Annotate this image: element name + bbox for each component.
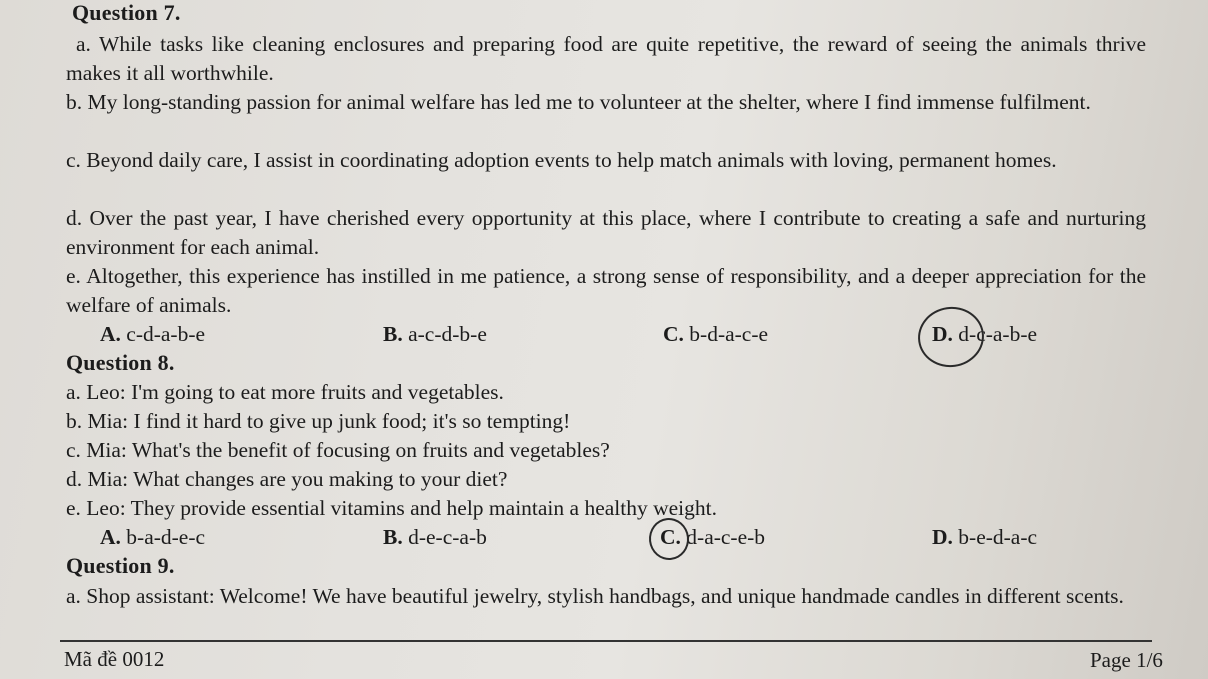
option-letter: A. <box>100 322 121 346</box>
question-7-item-d: d. Over the past year, I have cherished every opportunity at this place, where I contribute to creating a safe and nurturing environment for each animal. <box>66 206 1146 259</box>
option-letter: A. <box>100 525 121 549</box>
option-text: a-c-d-b-e <box>402 322 487 346</box>
exam-code: Mã đề 0012 <box>64 647 165 671</box>
question-8-line-e: e. Leo: They provide essential vitamins and help maintain a healthy weight. <box>66 496 717 520</box>
question-9-item-a: a. Shop assistant: Welcome! We have beautiful jewelry, stylish handbags, and unique handmade candles in different scents. <box>66 584 1124 608</box>
option-text: d-c-a-b-e <box>952 322 1038 346</box>
question-7-item-a: a. While tasks like cleaning enclosures and preparing food are quite repetitive, the reward of seeing the animals thrive makes it all worthwhile. <box>66 32 1146 85</box>
question-7-option-c[interactable] <box>663 320 768 349</box>
option-text: b-a-d-e-c <box>120 525 206 549</box>
option-text: b-e-d-a-c <box>952 525 1038 549</box>
option-text: d-a-c-e-b <box>680 525 766 549</box>
option-letter: D. <box>932 525 953 549</box>
option-letter: C. <box>660 525 681 549</box>
option-letter: B. <box>383 322 403 346</box>
footer-divider <box>60 640 1152 642</box>
question-8-option-d[interactable] <box>932 523 1037 552</box>
question-8-line-a: a. Leo: I'm going to eat more fruits and vegetables. <box>66 380 504 404</box>
question-8-heading: Question 8. <box>66 350 175 375</box>
question-8-line-c: c. Mia: What's the benefit of focusing on fruits and vegetables? <box>66 438 610 462</box>
question-8-option-b[interactable] <box>383 523 487 552</box>
option-letter: B. <box>383 525 403 549</box>
question-8-line-d: d. Mia: What changes are you making to your diet? <box>66 467 508 491</box>
question-7-item-b: b. My long-standing passion for animal welfare has led me to volunteer at the shelter, where I find immense fulfilment. <box>66 90 1091 114</box>
option-text: d-e-c-a-b <box>402 525 487 549</box>
question-8-option-a[interactable] <box>100 523 205 552</box>
option-letter: C. <box>663 322 684 346</box>
question-7-option-a[interactable] <box>100 320 205 349</box>
option-text: b-d-a-c-e <box>683 322 769 346</box>
question-7-option-b[interactable] <box>383 320 487 349</box>
question-7-item-c: c. Beyond daily care, I assist in coordinating adoption events to help match animals with loving, permanent homes. <box>66 148 1057 172</box>
page-number: Page 1/6 <box>1090 648 1163 672</box>
option-letter: D. <box>932 322 953 346</box>
question-7-heading: Question 7. <box>72 0 181 25</box>
question-7-item-e: e. Altogether, this experience has instilled in me patience, a strong sense of responsibility, and a deeper appreciation for the welfare of animals. <box>66 264 1146 317</box>
question-8-line-b: b. Mia: I find it hard to give up junk food; it's so tempting! <box>66 409 571 433</box>
question-9-heading: Question 9. <box>66 553 175 578</box>
option-text: c-d-a-b-e <box>120 322 206 346</box>
